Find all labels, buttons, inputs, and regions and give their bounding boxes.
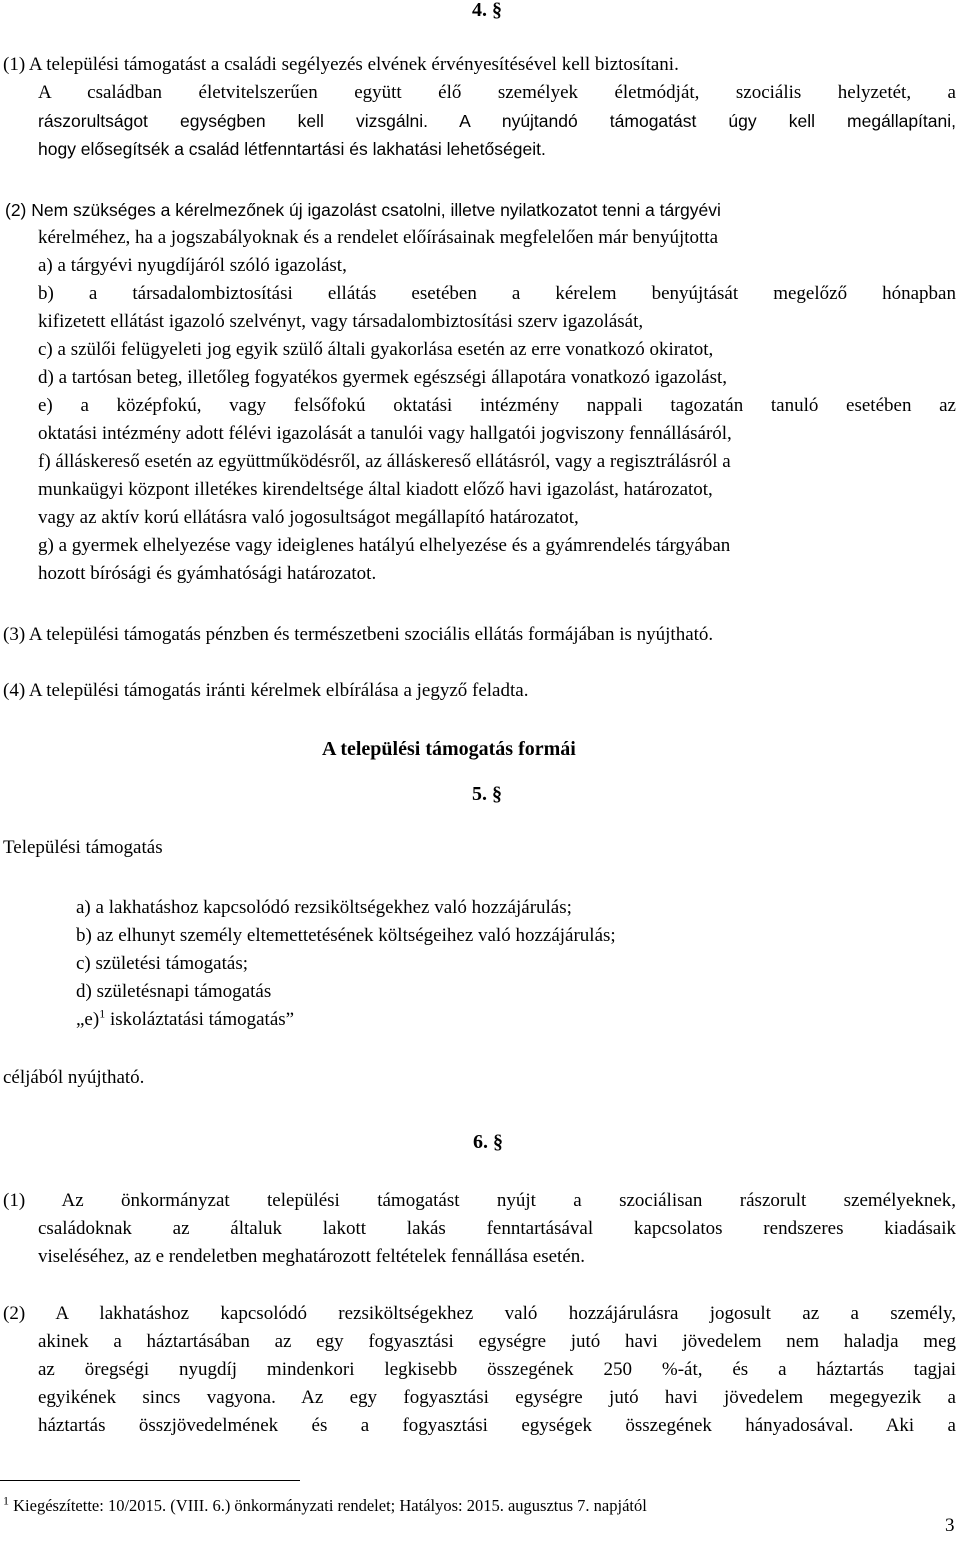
list-lead: Települési támogatás: [3, 837, 163, 858]
paragraph: (3) A települési támogatás pénzben és természetbeni szociális ellátás formájában is nyújtható.: [3, 624, 714, 645]
list-item: b) az elhunyt személy eltemettetésének költségeihez való hozzájárulás;: [76, 925, 616, 946]
paragraph-line: viseléséhez, az e rendeletben meghatározott feltételek fennállása esetén.: [38, 1246, 586, 1267]
paragraph-line: hogy elősegítsék a család létfenntartási és lakhatási lehetőségeit.: [38, 139, 546, 159]
paragraph-line: (2) Nem szükséges a kérelmezőnek új igazolást csatolni, illetve nyilatkozatot tenni a tárgyévi: [5, 200, 721, 220]
paragraph-line: A családban életvitelszerűen együtt élő személyek életmódját, szociális helyzetét, a: [38, 82, 956, 103]
paragraph-line: (2) A lakhatáshoz kapcsolódó rezsiköltségekhez való hozzájárulásra jogosult az a személy,: [3, 1303, 956, 1324]
list-item: a) a lakhatáshoz kapcsolódó rezsiköltségekhez való hozzájárulás;: [76, 897, 572, 918]
paragraph-line: (1) Az önkormányzat települési támogatást nyújt a szociálisan rászorult személyeknek,: [3, 1190, 956, 1211]
paragraph-line: munkaügyi központ illetékes kirendeltsége által kiadott előző havi igazolást, határozatot,: [38, 479, 713, 500]
paragraph-line: oktatási intézmény adott félévi igazolását a tanulói vagy hallgatói jogviszony fennállásáról,: [38, 423, 732, 444]
footnote-divider: [0, 1480, 300, 1481]
footnote-mark: 1: [3, 1493, 9, 1508]
paragraph-line: vagy az aktív korú ellátásra való jogosultságot megállapító határozatot,: [38, 507, 579, 528]
footnote-text: Kiegészítette: 10/2015. (VIII. 6.) önkormányzati rendelet; Hatályos: 2015. augusztus 7. napjától: [9, 1496, 647, 1515]
section-number: 4. §: [472, 0, 502, 21]
paragraph: (4) A települési támogatás iránti kérelmek elbírálása a jegyző feladta.: [3, 680, 529, 701]
list-item: e) a középfokú, vagy felsőfokú oktatási intézmény nappali tagozatán tanuló esetében az: [38, 395, 956, 416]
list-item: c) a szülői felügyeleti jog egyik szülő általi gyakorlása esetén az erre vonatkozó okiratot,: [38, 339, 714, 360]
list-item-text: iskoláztatási támogatás”: [105, 1009, 295, 1030]
footnote-reference[interactable]: 1: [99, 1006, 106, 1021]
paragraph-line: az öregségi nyugdíj mindenkori legkisebb összegének 250 %-át, és a háztartás tagjai: [38, 1359, 956, 1380]
section-number: 6. §: [473, 1131, 503, 1153]
paragraph-line: háztartás összjövedelmének és a fogyasztási egységek összegének hányadosával. Aki a: [38, 1415, 956, 1436]
paragraph-line: rászorultságot egységben kell vizsgálni. A nyújtandó támogatást úgy kell megállapítani,: [38, 111, 956, 131]
section-number: 5. §: [472, 783, 502, 805]
list-close: céljából nyújtható.: [3, 1067, 145, 1088]
page-number: 3: [945, 1515, 955, 1536]
list-item: d) a tartósan beteg, illetőleg fogyatékos gyermek egészségi állapotára vonatkozó igazolást,: [38, 367, 728, 388]
paragraph-line: kifizetett ellátást igazoló szelvényt, vagy társadalombiztosítási szerv igazolását,: [38, 311, 644, 332]
paragraph-line: akinek a háztartásában az egy fogyasztási egységre jutó havi jövedelem nem haladja meg: [38, 1331, 956, 1352]
list-item: a) a tárgyévi nyugdíjáról szóló igazolást,: [38, 255, 347, 276]
list-item: c) születési támogatás;: [76, 953, 248, 974]
list-item: g) a gyermek elhelyezése vagy ideiglenes hatályú elhelyezése és a gyámrendelés tárgyában: [38, 535, 731, 556]
paragraph-line: családoknak az általuk lakott lakás fenntartásával kapcsolatos rendszeres kiadásaik: [38, 1218, 956, 1239]
paragraph-line: (1) A települési támogatást a családi segélyezés elvének érvényesítésével kell biztosítani.: [3, 54, 679, 75]
paragraph-line: kérelméhez, ha a jogszabályoknak és a rendelet előírásainak megfelelően már benyújtotta: [38, 227, 719, 248]
list-item-label: „e): [76, 1009, 100, 1030]
paragraph-line: hozott bírósági és gyámhatósági határozatot.: [38, 563, 377, 584]
list-item: f) álláskereső esetén az együttműködésről, az álláskereső ellátásról, vagy a regisztrálásról a: [38, 451, 731, 472]
list-item: d) születésnapi támogatás: [76, 981, 272, 1002]
footnote: [3, 1492, 647, 1520]
section-heading: A települési támogatás formái: [322, 738, 576, 760]
list-item: [76, 1006, 294, 1034]
paragraph-line: egyikének sincs vagyona. Az egy fogyasztási egységre jutó havi jövedelem megegyezik a: [38, 1387, 956, 1408]
list-item: b) a társadalombiztosítási ellátás esetében a kérelem benyújtását megelőző hónapban: [38, 283, 956, 304]
